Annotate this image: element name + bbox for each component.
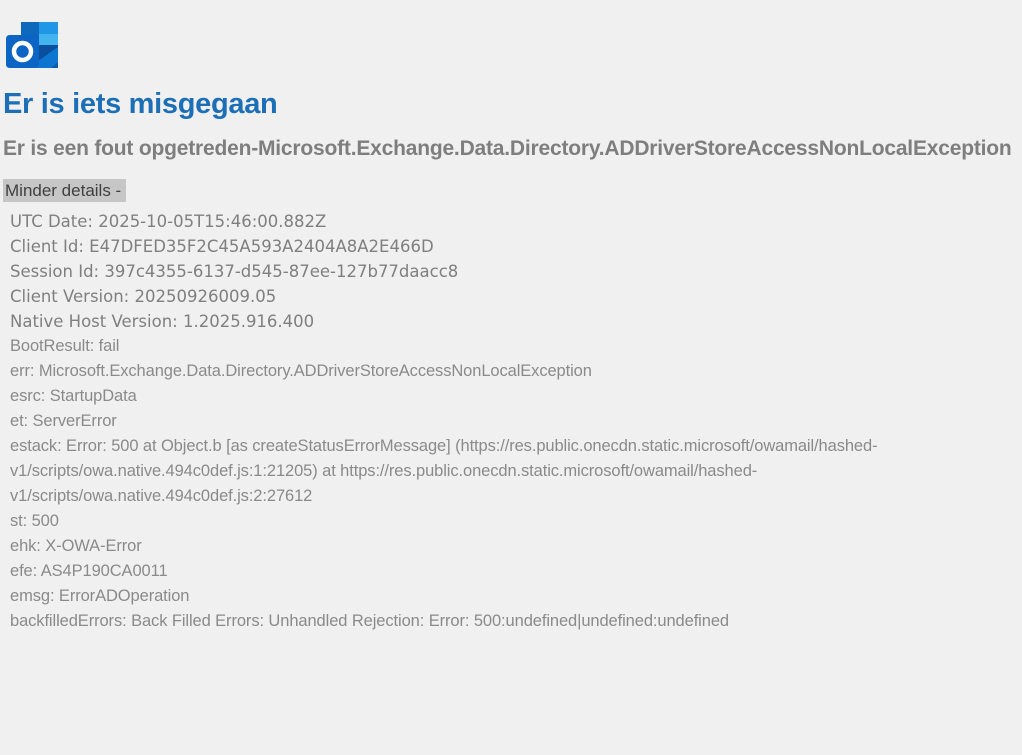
detail-line-client-version: Client Version: 20250926009.05 [10,287,277,306]
detail-line-native-host: Native Host Version: 1.2025.916.400 [10,312,315,331]
error-summary: Er is een fout opgetreden-Microsoft.Exchange.Data.Directory.ADDriverStoreAccessNonLocalException [3,137,1012,160]
detail-line-client-id: Client Id: E47DFED35F2C45A593A2404A8A2E466D [10,237,434,256]
details-toggle-row [3,179,1019,202]
detail-line-ehk: ehk: X-OWA-Error [10,537,142,555]
detail-line-estack: estack: Error: 500 at Object.b [as createStatusErrorMessage] (https://res.public.onecdn.static.microsoft/owamail/hashed-v1/scripts/owa.native.494c0def.js:1:21205) at https://res.public.onecdn.static.microsoft/owamail/hashed-v1/scripts/owa.native.494c0def.js:2:27612 [10,437,878,505]
detail-line-utc-date: UTC Date: 2025-10-05T15:46:00.882Z [10,212,327,231]
detail-line-et: et: ServerError [10,412,117,430]
details-toggle-link[interactable]: Minder details - [3,179,126,202]
detail-line-backfilled-errors: backfilledErrors: Back Filled Errors: Unhandled Rejection: Error: 500:undefined|undefined:undefined [10,612,729,630]
detail-line-session-id: Session Id: 397c4355-6137-d545-87ee-127b77daacc8 [10,262,459,281]
detail-line-st: st: 500 [10,512,59,530]
detail-line-emsg: emsg: ErrorADOperation [10,587,190,605]
detail-line-efe: efe: AS4P190CA0011 [10,562,168,580]
detail-line-bootresult: BootResult: fail [10,337,120,355]
outlook-logo-icon [6,22,58,69]
detail-line-esrc: esrc: StartupData [10,387,137,405]
outlook-logo-svg [6,22,58,69]
detail-line-err: err: Microsoft.Exchange.Data.Directory.ADDriverStoreAccessNonLocalException [10,362,592,380]
error-details [10,209,1013,634]
page-title: Er is iets misgegaan [3,88,278,120]
